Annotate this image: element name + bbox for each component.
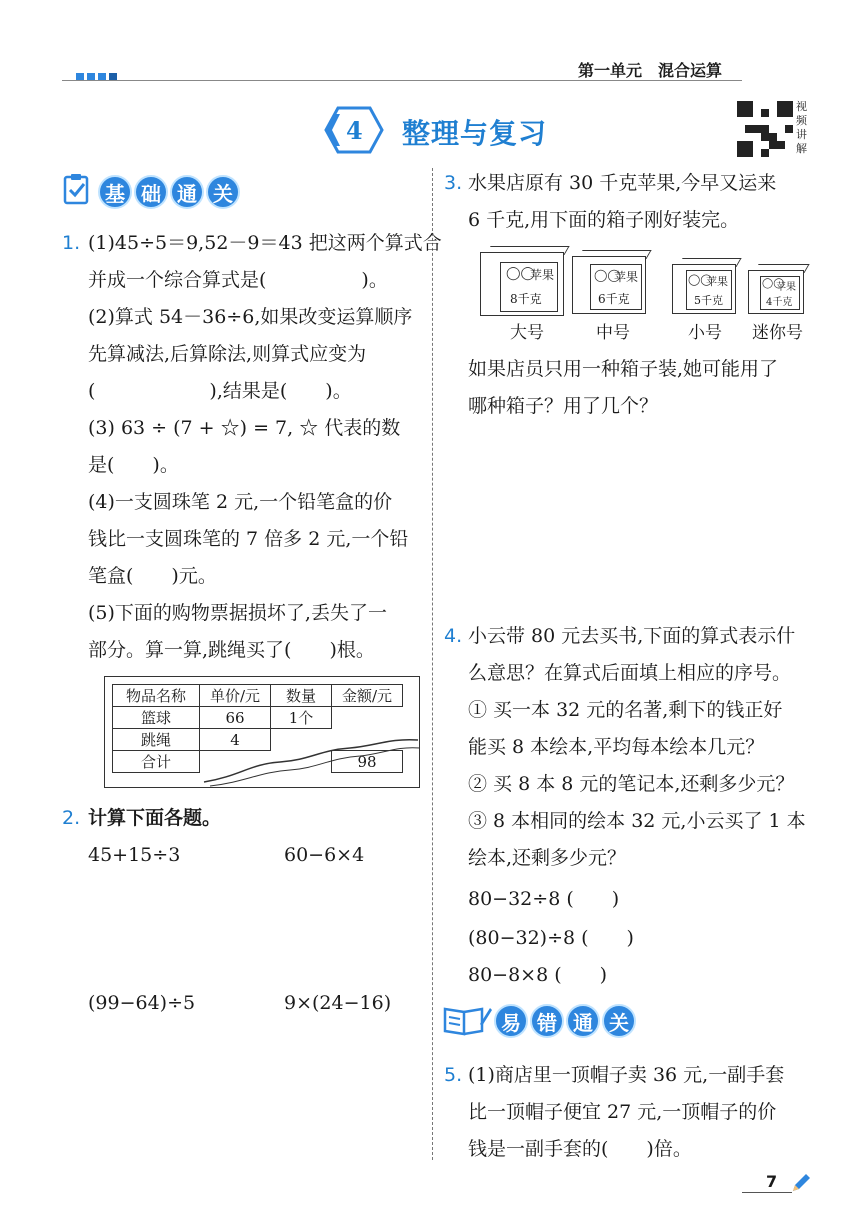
box-small-tag: 苹果 [706, 275, 728, 288]
q1-line: 先算减法,后算除法,则算式应变为 [88, 343, 367, 365]
q4-expression: 80−32÷8 ( ) [468, 888, 620, 910]
table-cell: 4 [200, 729, 271, 751]
q4-line: 能买 8 本绘本,平均每本绘本几元？ [468, 736, 765, 758]
qr-caption: 视 频 讲 解 [796, 100, 807, 155]
q1-line: ( ),结果是( )。 [88, 380, 352, 402]
q1-line: (3) 63 ÷ (7 + ☆) = 7, ☆ 代表的数 [88, 417, 401, 439]
q3-line: 6 千克,用下面的箱子刚好装完。 [468, 209, 740, 231]
q4-line: ② 买 8 本 8 元的笔记本,还剩多少元？ [468, 773, 795, 795]
q3-line: 水果店原有 30 千克苹果,今早又运来 [468, 172, 777, 194]
apple-icon: ◯◯ [688, 273, 713, 286]
qr-code-icon [737, 101, 793, 157]
q1-line: (5)下面的购物票据损坏了,丢失了一 [88, 602, 387, 624]
box-medium-lid [577, 250, 651, 259]
clipboard-check-icon [60, 172, 94, 206]
q2-item: (99−64)÷5 [88, 992, 196, 1014]
table-cell: 合计 [113, 751, 200, 773]
open-book-icon [442, 1004, 492, 1036]
table-cell: 1个 [271, 707, 332, 729]
box-large-tag: 苹果 [530, 268, 555, 282]
q2-item: 9×(24−16) [284, 992, 392, 1014]
q5-number: 5. [444, 1064, 463, 1086]
box-medium-weight: 6千克 [598, 292, 630, 306]
table-header: 物品名称 [113, 685, 200, 707]
q2-title: 计算下面各题。 [88, 807, 222, 829]
torn-edge [200, 720, 422, 790]
table-cell: 篮球 [113, 707, 200, 729]
section-error-label: 易 错 通 关 [494, 1004, 638, 1038]
pencil-icon [790, 1172, 812, 1194]
box-medium-name: 中号 [596, 323, 630, 343]
box-mini-name: 迷你号 [752, 323, 803, 343]
q1-line: (1)45÷5＝9,52－9＝43 把这两个算式合 [88, 232, 442, 254]
q4-line: ① 买一本 32 元的名著,剩下的钱正好 [468, 699, 783, 721]
q1-line: (2)算式 54－36÷6,如果改变运算顺序 [88, 306, 413, 328]
table-header: 单价/元 [200, 685, 271, 707]
q4-line: 小云带 80 元去买书,下面的算式表示什 [468, 625, 796, 647]
apple-icon: ◯◯ [762, 278, 785, 289]
header-rule [62, 80, 742, 81]
q2-item: 45+15÷3 [88, 844, 181, 866]
table-cell: 跳绳 [113, 729, 200, 751]
apple-icon: ◯◯ [594, 268, 621, 282]
section-basic-label: 基 础 通 关 [98, 175, 242, 209]
q4-expression: (80−32)÷8 ( ) [468, 927, 634, 949]
q2-item: 60−6×4 [284, 844, 365, 866]
box-large-lid [485, 246, 569, 255]
table-header: 金额/元 [332, 685, 403, 707]
q5-line: 比一顶帽子便宜 27 元,一顶帽子的价 [468, 1101, 777, 1123]
box-small-weight: 5千克 [694, 294, 723, 307]
box-mini-tag: 苹果 [776, 282, 796, 293]
q3-question: 哪种箱子？用了几个？ [468, 395, 659, 417]
table-cell: 98 [332, 751, 403, 773]
q1-line: (4)一支圆珠笔 2 元,一个铅笔盒的价 [88, 491, 393, 513]
column-divider [432, 168, 433, 1160]
box-medium-tag: 苹果 [614, 270, 639, 284]
q4-number: 4. [444, 625, 463, 647]
q4-line: 么意思？在算式后面填上相应的序号。 [468, 662, 792, 684]
section-number: 4 [346, 116, 363, 145]
q5-line: 钱是一副手套的( )倍。 [468, 1138, 692, 1160]
q4-line: ③ 8 本相同的绘本 32 元,小云买了 1 本 [468, 810, 806, 832]
q4-expression: 80−8×8 ( ) [468, 964, 608, 986]
box-mini-lid [753, 264, 809, 273]
q1-number: 1. [62, 232, 81, 254]
q1-line: 是( )。 [88, 454, 179, 476]
q2-number: 2. [62, 807, 81, 829]
table-header: 数量 [271, 685, 332, 707]
q5-line: (1)商店里一顶帽子卖 36 元,一副手套 [468, 1064, 785, 1086]
q1-line: 并成一个综合算式是( )。 [88, 269, 388, 291]
q3-number: 3. [444, 172, 463, 194]
page-number: 7 [766, 1172, 778, 1191]
q1-line: 笔盒( )元。 [88, 565, 217, 587]
footer-rule [742, 1192, 792, 1193]
q1-line: 钱比一支圆珠笔的 7 倍多 2 元,一个铅 [88, 528, 409, 550]
table-cell: 66 [200, 707, 271, 729]
table-row [113, 685, 403, 707]
q1-line: 部分。算一算,跳绳买了( )根。 [88, 639, 375, 661]
header-unit: 第一单元 混合运算 [578, 61, 723, 80]
box-mini-weight: 4千克 [766, 297, 793, 308]
header-squares [76, 66, 120, 85]
apple-icon: ◯◯ [506, 266, 536, 281]
box-small-lid [677, 258, 741, 267]
box-large-name: 大号 [510, 323, 544, 343]
q4-line: 绘本,还剩多少元？ [468, 847, 627, 869]
box-large-weight: 8千克 [510, 292, 542, 306]
box-small-name: 小号 [688, 323, 722, 343]
page-title: 整理与复习 [402, 117, 548, 150]
q3-question: 如果店员只用一种箱子装,她可能用了 [468, 358, 779, 380]
